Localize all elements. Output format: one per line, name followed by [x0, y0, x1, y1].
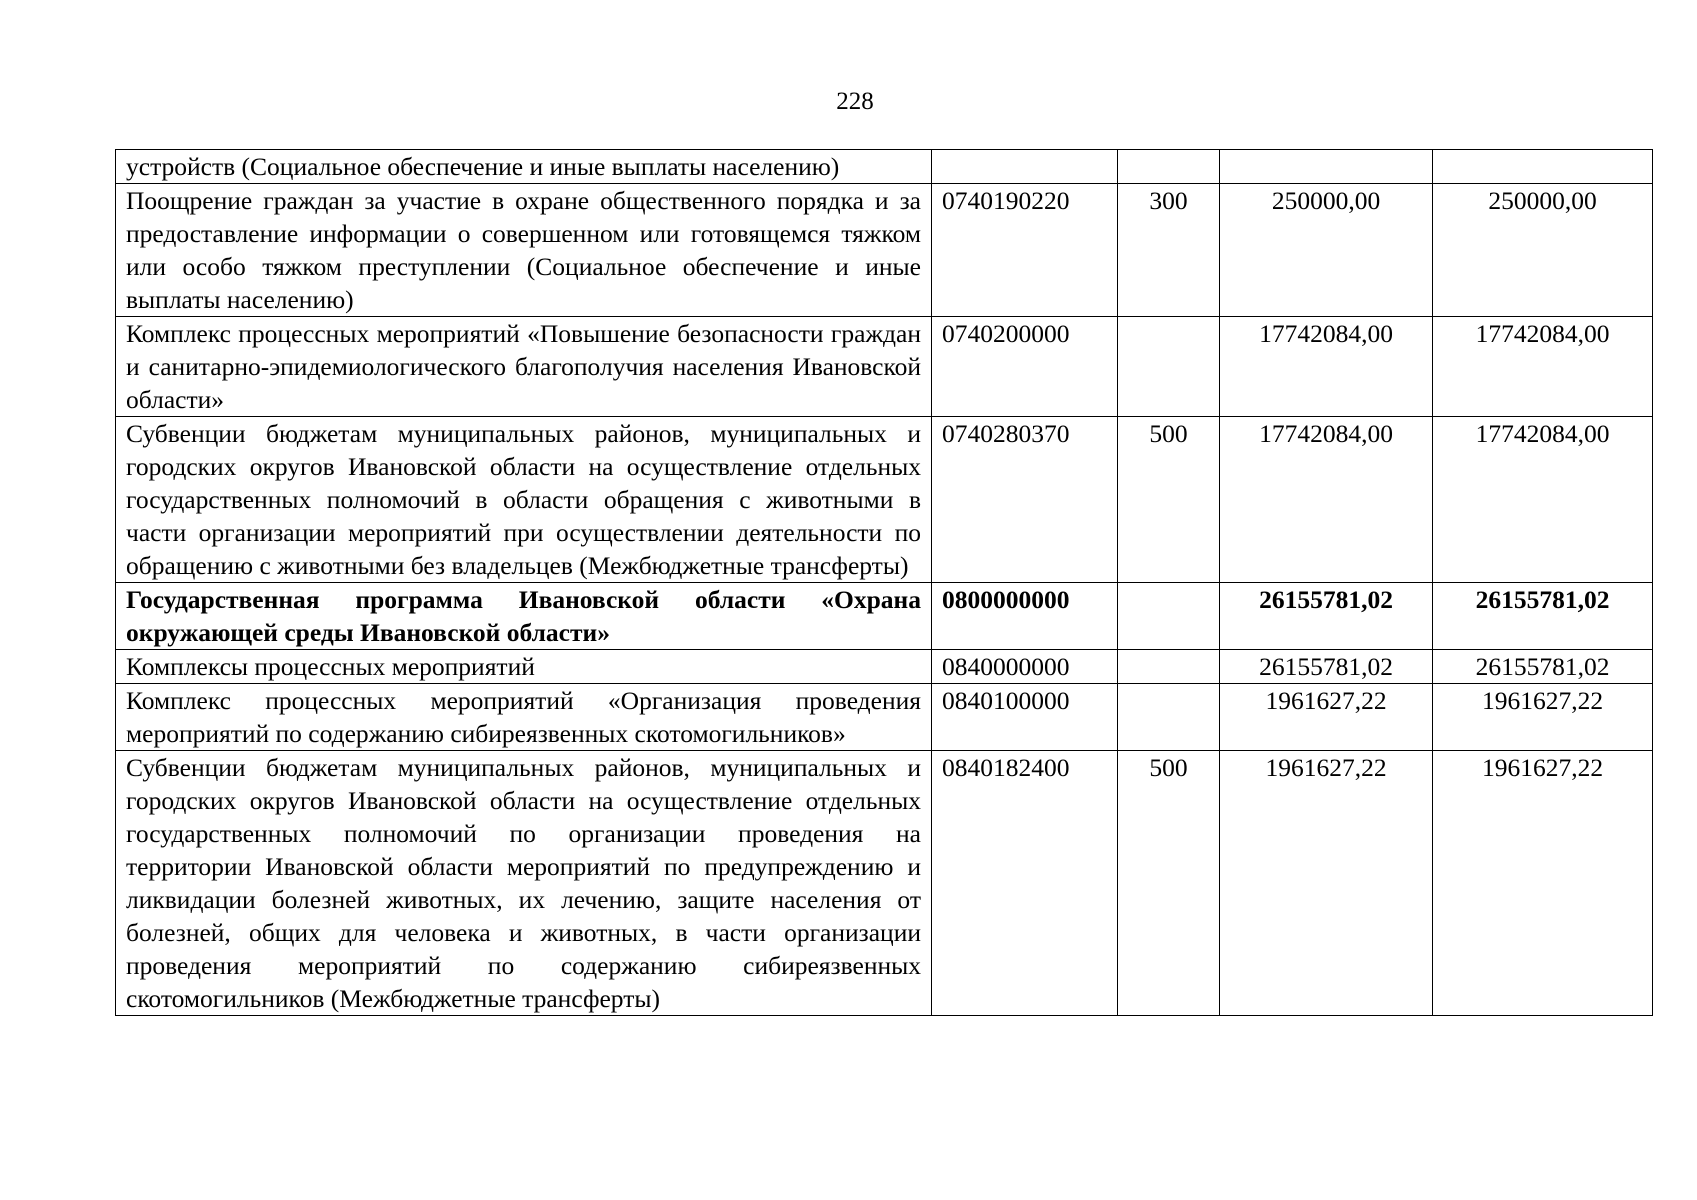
budget-table — [115, 149, 1653, 1016]
table-row — [116, 751, 1653, 1016]
row-code — [932, 150, 1118, 184]
row-sum-1: 1961627,22 — [1220, 751, 1433, 1016]
row-sum-2: 1961627,22 — [1433, 684, 1653, 751]
row-description: Комплексы процессных мероприятий — [116, 650, 932, 684]
row-type — [1118, 317, 1220, 417]
row-code: 0740200000 — [932, 317, 1118, 417]
row-sum-1: 17742084,00 — [1220, 417, 1433, 583]
table-row — [116, 184, 1653, 317]
row-description: Субвенции бюджетам муниципальных районов, муниципальных и городских округов Ивановской области на осуществление отдельных государственных полномочий по организации проведения на территории Ивановской области мероприятий по предупреждению и ликвидации болезней животных, их лечению, защите населения от болезней, общих для человека и животных, в части организации проведения мероприятий по содержанию сибиреязвенных скотомогильников (Межбюджетные трансферты) — [116, 751, 932, 1016]
row-description: Государственная программа Ивановской области «Охрана окружающей среды Ивановской области» — [116, 583, 932, 650]
row-type — [1118, 684, 1220, 751]
row-description: Поощрение граждан за участие в охране общественного порядка и за предоставление информации о совершенном или готовящемся тяжком или особо тяжком преступлении (Социальное обеспечение и иные выплаты населению) — [116, 184, 932, 317]
row-sum-2: 17742084,00 — [1433, 417, 1653, 583]
row-code: 0840100000 — [932, 684, 1118, 751]
row-type — [1118, 650, 1220, 684]
row-sum-2: 250000,00 — [1433, 184, 1653, 317]
row-sum-1: 26155781,02 — [1220, 583, 1433, 650]
row-description: Комплекс процессных мероприятий «Организация проведения мероприятий по содержанию сибиреязвенных скотомогильников» — [116, 684, 932, 751]
row-sum-1: 17742084,00 — [1220, 317, 1433, 417]
row-type: 500 — [1118, 751, 1220, 1016]
row-code: 0740190220 — [932, 184, 1118, 317]
row-sum-1 — [1220, 150, 1433, 184]
row-sum-2 — [1433, 150, 1653, 184]
row-description: Комплекс процессных мероприятий «Повышение безопасности граждан и санитарно-эпидемиологического благополучия населения Ивановской области» — [116, 317, 932, 417]
row-sum-2: 26155781,02 — [1433, 583, 1653, 650]
row-sum-1: 1961627,22 — [1220, 684, 1433, 751]
row-description: устройств (Социальное обеспечение и иные выплаты населению) — [116, 150, 932, 184]
row-type: 300 — [1118, 184, 1220, 317]
row-type: 500 — [1118, 417, 1220, 583]
table-row — [116, 650, 1653, 684]
row-sum-2: 26155781,02 — [1433, 650, 1653, 684]
row-code: 0840182400 — [932, 751, 1118, 1016]
page-number: 228 — [836, 88, 874, 115]
row-sum-2: 1961627,22 — [1433, 751, 1653, 1016]
row-code: 0840000000 — [932, 650, 1118, 684]
table-row — [116, 684, 1653, 751]
row-description: Субвенции бюджетам муниципальных районов, муниципальных и городских округов Ивановской области на осуществление отдельных государственных полномочий в области обращения с животными в части организации мероприятий при осуществлении деятельности по обращению с животными без владельцев (Межбюджетные трансферты) — [116, 417, 932, 583]
table-row — [116, 317, 1653, 417]
row-sum-1: 26155781,02 — [1220, 650, 1433, 684]
row-type — [1118, 583, 1220, 650]
row-type — [1118, 150, 1220, 184]
row-sum-1: 250000,00 — [1220, 184, 1433, 317]
table-row — [116, 417, 1653, 583]
row-code: 0740280370 — [932, 417, 1118, 583]
table-row-program — [116, 583, 1653, 650]
table-row — [116, 150, 1653, 184]
row-sum-2: 17742084,00 — [1433, 317, 1653, 417]
row-code: 0800000000 — [932, 583, 1118, 650]
